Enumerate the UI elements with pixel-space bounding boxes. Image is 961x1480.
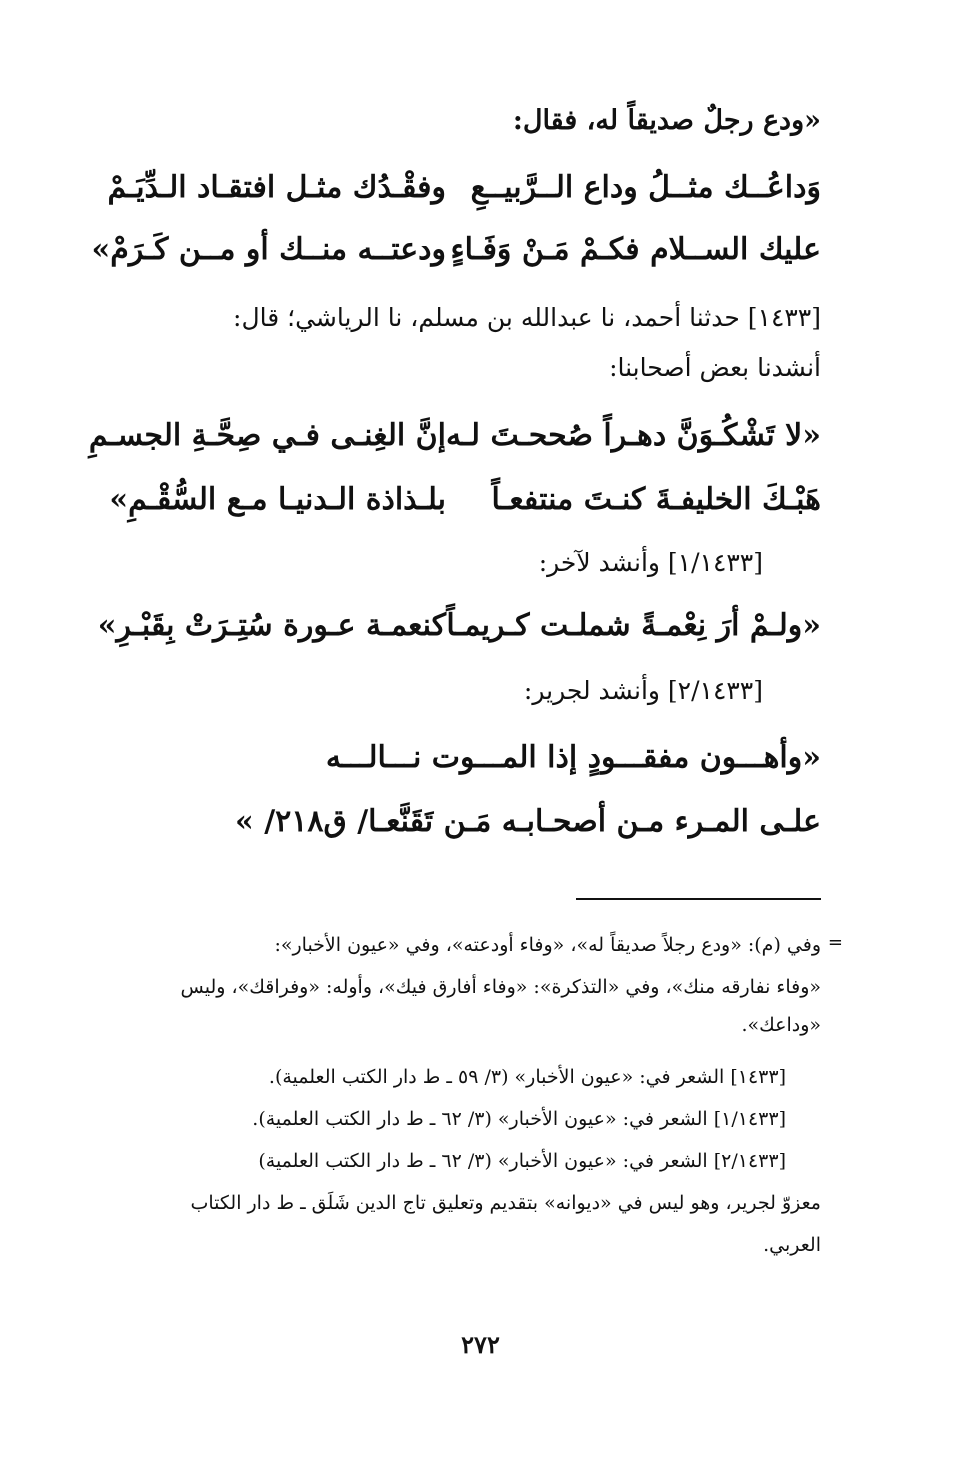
footnote-1433-1: [١/١٤٣٣] الشعر في: «عيون الأخبار» (٣/ ٦٢ ـ ط دار الكتب العلمية).	[252, 1108, 786, 1130]
poem2-verse2-first-hemistich: هَبْـكَ الخليفـةَ كنـتَ منتفعـاً	[491, 482, 821, 517]
poem2-verse1-first-hemistich: «لا تَشْكُـوَنَّ دهـراً صُححـتَ لـه	[446, 418, 821, 453]
poem1-verse2-first-hemistich: عليك الســلام فكـمْ مَـنْ وَفَـاءٍ	[450, 232, 821, 267]
poem1-verse1-first-hemistich: وَداعُــك مثــلُ وداع الــرَّبيــعِ	[470, 170, 821, 205]
poem1-verse1-second-hemistich: وفقْـدُك مثـل افتقـاد الـدِّيَـمْ	[107, 170, 446, 205]
entry-1433-2-heading: [٢/١٤٣٣] وأنشد لجرير:	[523, 676, 763, 705]
footnote-1433-2-line1: [٢/١٤٣٣] الشعر في: «عيون الأخبار» (٣/ ٦٢ ـ ط دار الكتب العلمية)	[258, 1150, 786, 1172]
entry-1433-1-heading: [١/١٤٣٣] وأنشد لآخر:	[538, 548, 763, 577]
poem3-verse1-first-hemistich: «ولـمْ أرَ نِعْمـةً شملـت كـريمـاً	[446, 608, 821, 643]
footnote-1433-2-line3: العربي.	[763, 1234, 821, 1256]
poem4-second-hemistich: علـى المـرء مـن أصحـابـه مَـن تَقَنَّعـا/ ق٢١٨/ »	[235, 804, 821, 839]
intro-line: «ودع رجلٌ صديقاً له، فقال:	[512, 105, 821, 136]
footnote-1433-2-line2: معزوّ لجرير، وهو ليس في «ديوانه» بتقديم وتعليق تاج الدين شَلَق ـ ط دار الكتاب	[190, 1192, 821, 1214]
poem3-verse1-second-hemistich: كنعمـة عـورة سُتِـرَتْ بِقَبْـرِ»	[97, 608, 446, 643]
entry-1433-isnad-cont: أنشدنا بعض أصحابنا:	[609, 353, 821, 382]
footnote-separator	[576, 898, 821, 900]
footnote-1433: [١٤٣٣] الشعر في: «عيون الأخبار» (٣/ ٥٩ ـ ط دار الكتب العلمية).	[268, 1066, 786, 1088]
poem4-first-hemistich: «وأهـــون مفقـــودٍ إذا المـــوت نـــالـــه	[325, 740, 821, 775]
poem2-verse2-second-hemistich: بلـذاذة الـدنيـا مـع السُّقْـمِ»	[109, 482, 446, 517]
entry-1433-isnad: [١٤٣٣] حدثنا أحمد، نا عبدالله بن مسلم، نا الرياشي؛ قال:	[233, 303, 821, 332]
poem2-verse1-second-hemistich: إنَّ الغِنـى فـي صِحَّـةِ الجسـمِ	[88, 418, 446, 453]
footnote-continuation-line2: «وفاء نفارقه منك»، وفي «التذكرة»: «وفاء أفارق فيك»، وأوله: «وفراقك»، وليس	[180, 976, 821, 998]
poem1-verse2-second-hemistich: ودعتــه منــك أو مــن كَـرَمْ»	[91, 232, 446, 267]
footnote-continuation-mark: =	[827, 932, 843, 953]
footnote-continuation-line1: وفي (م): «ودع رجلاً صديقاً له»، «وفاء أودعته»، وفي «عيون الأخبار»:	[274, 934, 821, 956]
page-number: ٢٧٢	[461, 1330, 500, 1359]
footnote-continuation-line3: «وداعك».	[741, 1014, 821, 1036]
